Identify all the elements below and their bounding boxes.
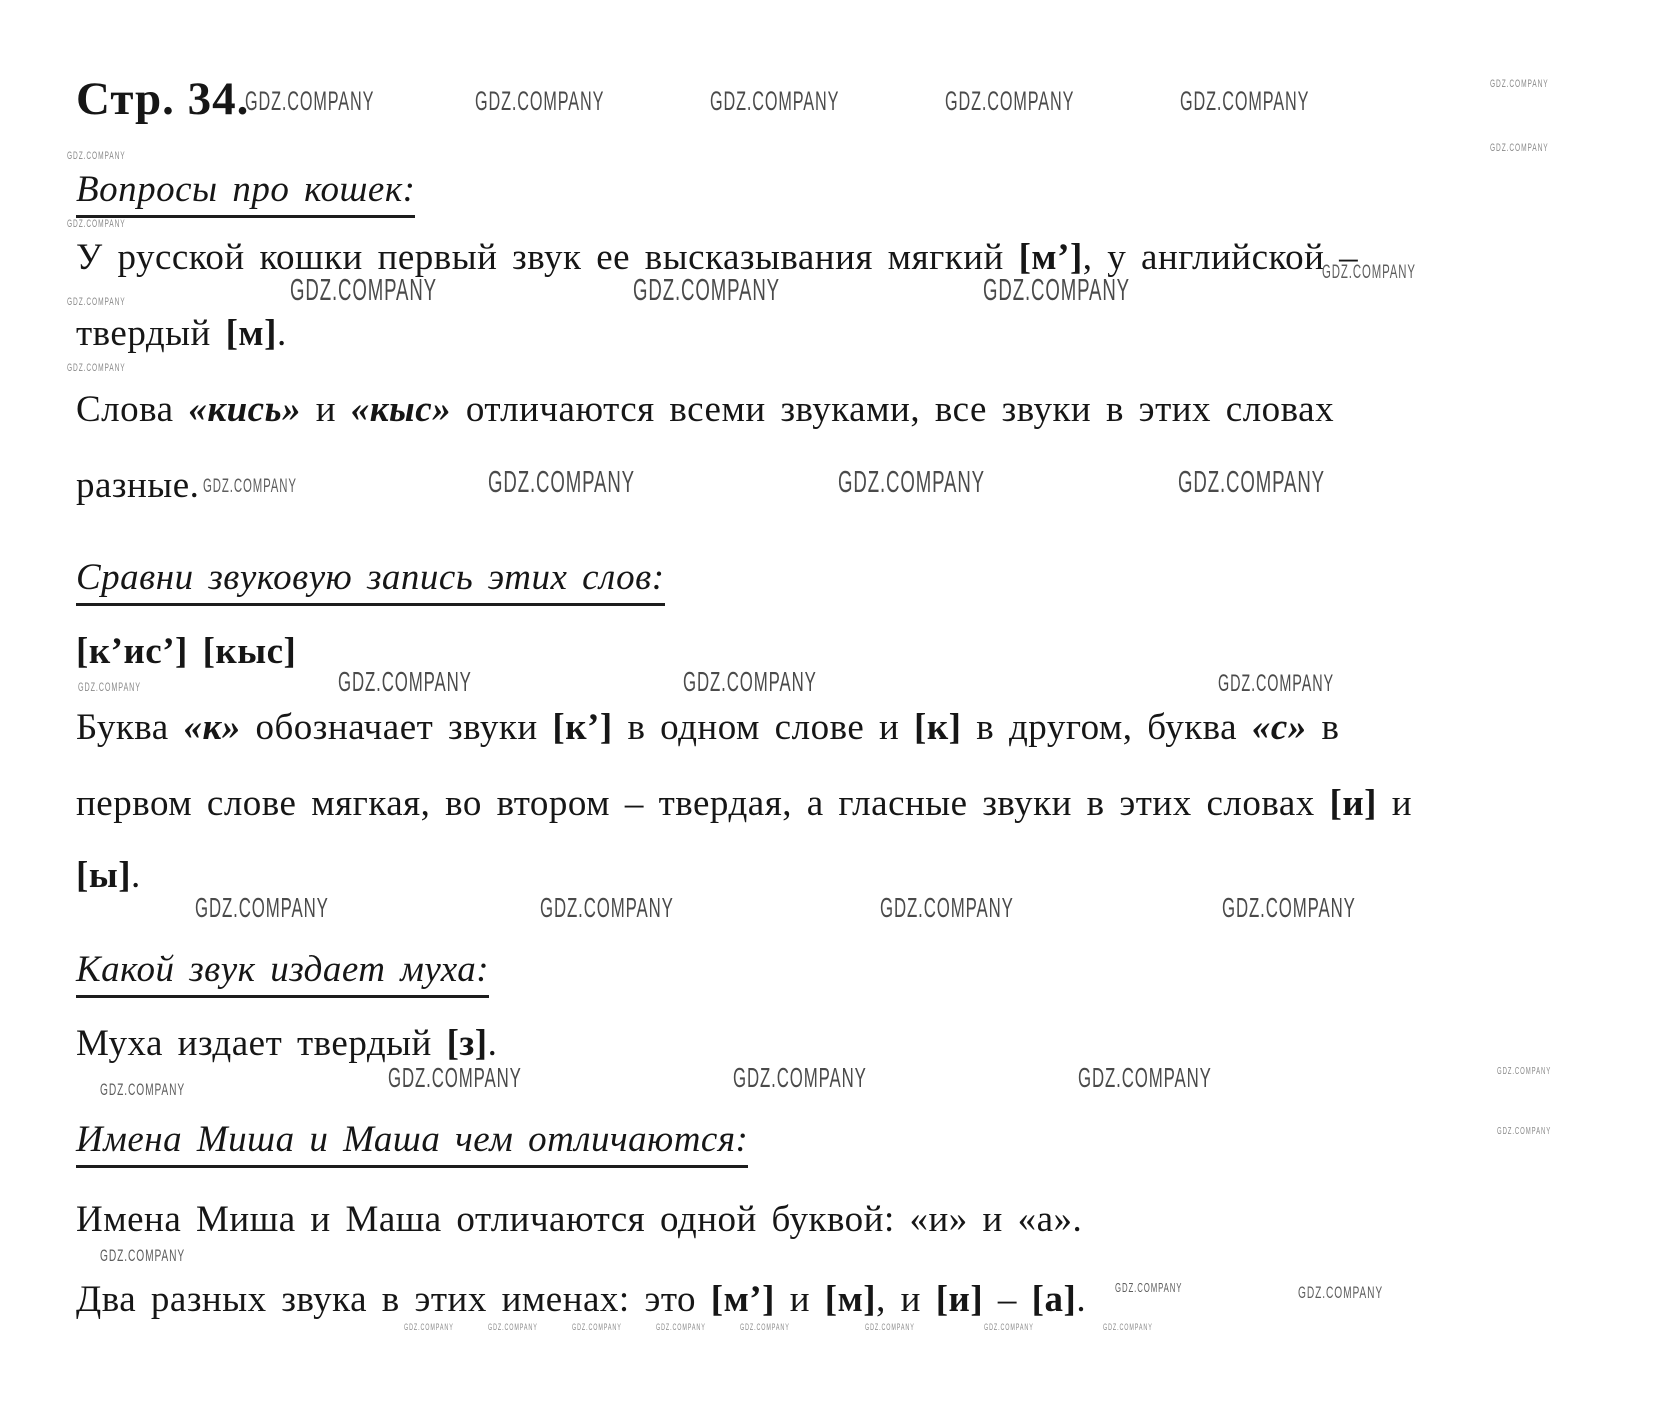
watermark-text: GDZ.COMPANY — [1298, 1283, 1384, 1302]
watermark-text: GDZ.COMPANY — [388, 1062, 522, 1093]
text-line: Буква «к» обозначает звуки [к’] в одном слове и [к] в другом, буква «с» в — [76, 707, 1340, 748]
watermark-text: GDZ.COMPANY — [67, 150, 126, 162]
watermark-text: GDZ.COMPANY — [1115, 1280, 1183, 1295]
text-line: У русской кошки первый звук ее высказывания мягкий [м’], у английской – — [76, 237, 1359, 278]
watermark-text: GDZ.COMPANY — [488, 464, 635, 499]
watermark-text: GDZ.COMPANY — [572, 1322, 622, 1332]
text-line: твердый [м]. — [76, 313, 287, 354]
watermark-text: GDZ.COMPANY — [733, 1062, 867, 1093]
text-line: первом слове мягкая, во втором – твердая, а гласные звуки в этих словах [и] и — [76, 783, 1413, 824]
watermark-text: GDZ.COMPANY — [1222, 892, 1356, 923]
watermark-text: GDZ.COMPANY — [100, 1246, 186, 1265]
watermark-text: GDZ.COMPANY — [67, 218, 126, 230]
text-line: [ы]. — [76, 855, 141, 896]
watermark-text: GDZ.COMPANY — [203, 476, 297, 497]
text-line: Два разных звука в этих именах: это [м’] и [м], и [и] – [а]. — [76, 1279, 1087, 1320]
watermark-text: GDZ.COMPANY — [78, 680, 141, 694]
watermark-text: GDZ.COMPANY — [540, 892, 674, 923]
watermark-text: GDZ.COMPANY — [1490, 142, 1549, 154]
section-heading: Вопросы про кошек: — [76, 168, 415, 211]
watermark-text: GDZ.COMPANY — [838, 464, 985, 499]
watermark-text: GDZ.COMPANY — [475, 86, 605, 116]
watermark-text: GDZ.COMPANY — [1322, 262, 1416, 283]
watermark-text: GDZ.COMPANY — [984, 1322, 1034, 1332]
watermark-text: GDZ.COMPANY — [1218, 670, 1335, 697]
watermark-text: GDZ.COMPANY — [488, 1322, 538, 1332]
watermark-text: GDZ.COMPANY — [1078, 1062, 1212, 1093]
watermark-text: GDZ.COMPANY — [100, 1080, 186, 1099]
watermark-text: GDZ.COMPANY — [1497, 1126, 1552, 1137]
watermark-text: GDZ.COMPANY — [865, 1322, 915, 1332]
text-line: Слова «кись» и «кыс» отличаются всеми звуками, все звуки в этих словах — [76, 389, 1335, 430]
watermark-text: GDZ.COMPANY — [1180, 86, 1310, 116]
watermark-text: GDZ.COMPANY — [1178, 464, 1325, 499]
page-title: Стр. 34. — [76, 73, 250, 125]
text-line: Имена Миша и Маша отличаются одной буквой: «и» и «а». — [76, 1199, 1083, 1240]
watermark-text: GDZ.COMPANY — [633, 272, 780, 307]
watermark-text: GDZ.COMPANY — [1497, 1066, 1552, 1077]
watermark-text: GDZ.COMPANY — [983, 272, 1130, 307]
watermark-text: GDZ.COMPANY — [656, 1322, 706, 1332]
text-line: разные. — [76, 465, 200, 506]
watermark-text: GDZ.COMPANY — [67, 296, 126, 308]
watermark-text: GDZ.COMPANY — [945, 86, 1075, 116]
watermark-text: GDZ.COMPANY — [195, 892, 329, 923]
watermark-text: GDZ.COMPANY — [404, 1322, 454, 1332]
text-line: Муха издает твердый [з]. — [76, 1023, 498, 1064]
text-line: [к’ис’] [кыс] — [76, 631, 297, 672]
watermark-text: GDZ.COMPANY — [710, 86, 840, 116]
section-heading: Имена Миша и Маша чем отличаются: — [76, 1118, 748, 1161]
watermark-text: GDZ.COMPANY — [880, 892, 1014, 923]
section-heading: Какой звук издает муха: — [76, 948, 489, 991]
watermark-text: GDZ.COMPANY — [683, 666, 817, 697]
watermark-text: GDZ.COMPANY — [1490, 78, 1549, 90]
section-heading: Сравни звуковую запись этих слов: — [76, 556, 665, 599]
watermark-text: GDZ.COMPANY — [290, 272, 437, 307]
watermark-text: GDZ.COMPANY — [338, 666, 472, 697]
watermark-text: GDZ.COMPANY — [740, 1322, 790, 1332]
watermark-text: GDZ.COMPANY — [245, 86, 375, 116]
watermark-text: GDZ.COMPANY — [67, 362, 126, 374]
watermark-text: GDZ.COMPANY — [1103, 1322, 1153, 1332]
